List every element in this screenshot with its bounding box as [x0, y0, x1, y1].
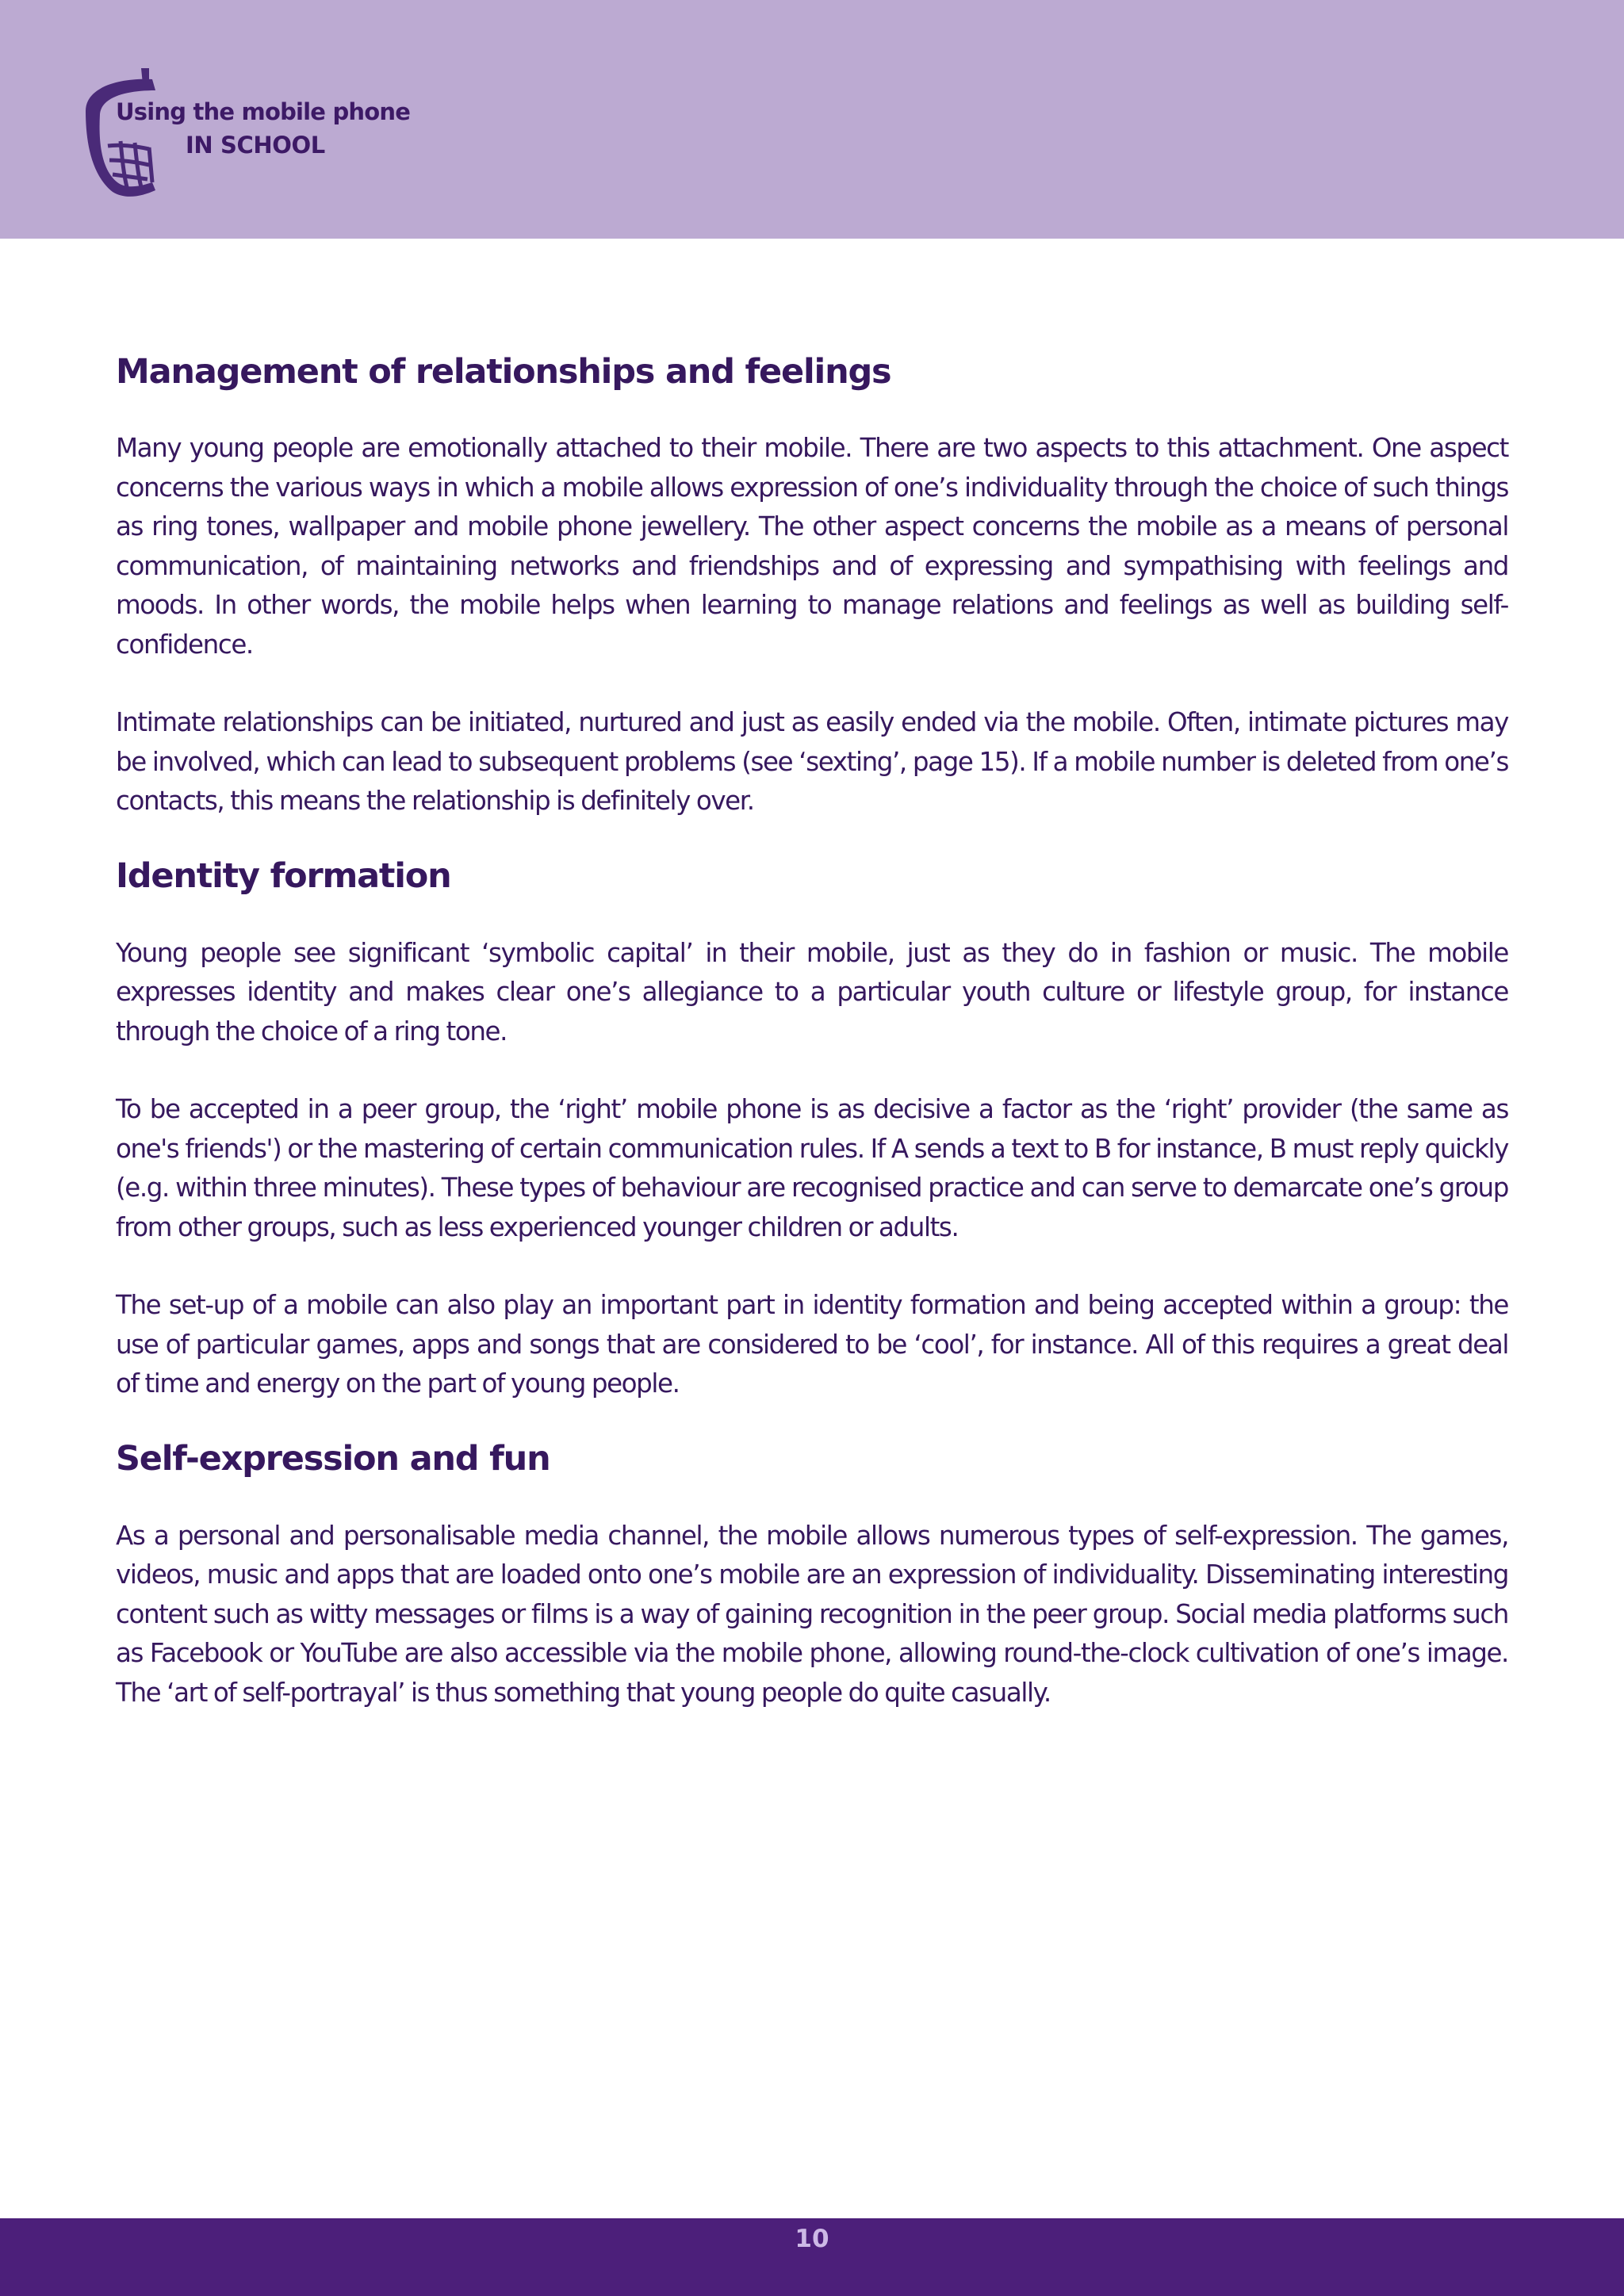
paragraph: Intimate relationships can be initiated, nurtured and just as easily ended via the mobile. Often, intimate pictures may be involved, which can lead to subsequent problems (see ‘sexting’, page 15). If a mobile number is deleted from one’s contacts, this means the relationship is definitely over.: [116, 707, 1508, 816]
section-heading: Self-expression and fun: [116, 1438, 550, 1479]
paragraph: Many young people are emotionally attached to their mobile. There are two aspects to this attachment. One aspect concerns the various ways in which a mobile allows expression of one’s individuality through the choice of such things as ring tones, wallpaper and mobile phone jewellery. The other aspect concerns the mobile as a means of personal communication, of maintaining networks and friendships and of expressing and sympathising with feelings and moods. In other words, the mobile helps when learning to manage relations and feelings as well as building self-confidence.: [116, 433, 1508, 660]
paragraph: The set-up of a mobile can also play an important part in identity formation and being accepted within a group: the use of particular games, apps and songs that are considered to be ‘cool’, for instance. All of this requires a great deal of time and energy on the part of young people.: [116, 1290, 1508, 1399]
paragraph: Young people see significant ‘symbolic capital’ in their mobile, just as they do in fashion or music. The mobile expresses identity and makes clear one’s allegiance to a particular youth culture or lifestyle group, for instance through the choice of a ring tone.: [116, 937, 1508, 1047]
page-content: [116, 349, 1508, 1712]
logo-title-line2: IN SCHOOL: [186, 132, 325, 159]
section-heading: Management of relationships and feelings: [116, 352, 891, 392]
section-heading: Identity formation: [116, 855, 451, 896]
logo-title-line1: Using the mobile phone: [116, 98, 411, 125]
page-number: 10: [795, 2225, 829, 2253]
paragraph: To be accepted in a peer group, the ‘right’ mobile phone is as decisive a factor as the ‘right’ provider (the same as one's friends') or the mastering of certain communication rules. If A sends a text to B for instance, B must reply quickly (e.g. within three minutes). These types of behaviour are recognised practice and can serve to demarcate one’s group from other groups, such as less experienced younger children or adults.: [116, 1094, 1508, 1242]
paragraph: As a personal and personalisable media channel, the mobile allows numerous types of self-expression. The games, videos, music and apps that are loaded onto one’s mobile are an expression of individuality. Disseminating interesting content such as witty messages or films is a way of gaining recognition in the peer group. Social media platforms such as Facebook or YouTube are also accessible via the mobile phone, allowing round-the-clock cultivation of one’s image. The ‘art of self-portrayal’ is thus something that young people do quite casually.: [116, 1520, 1508, 1708]
logo: [79, 63, 428, 206]
mobile-phone-icon: [79, 63, 167, 202]
